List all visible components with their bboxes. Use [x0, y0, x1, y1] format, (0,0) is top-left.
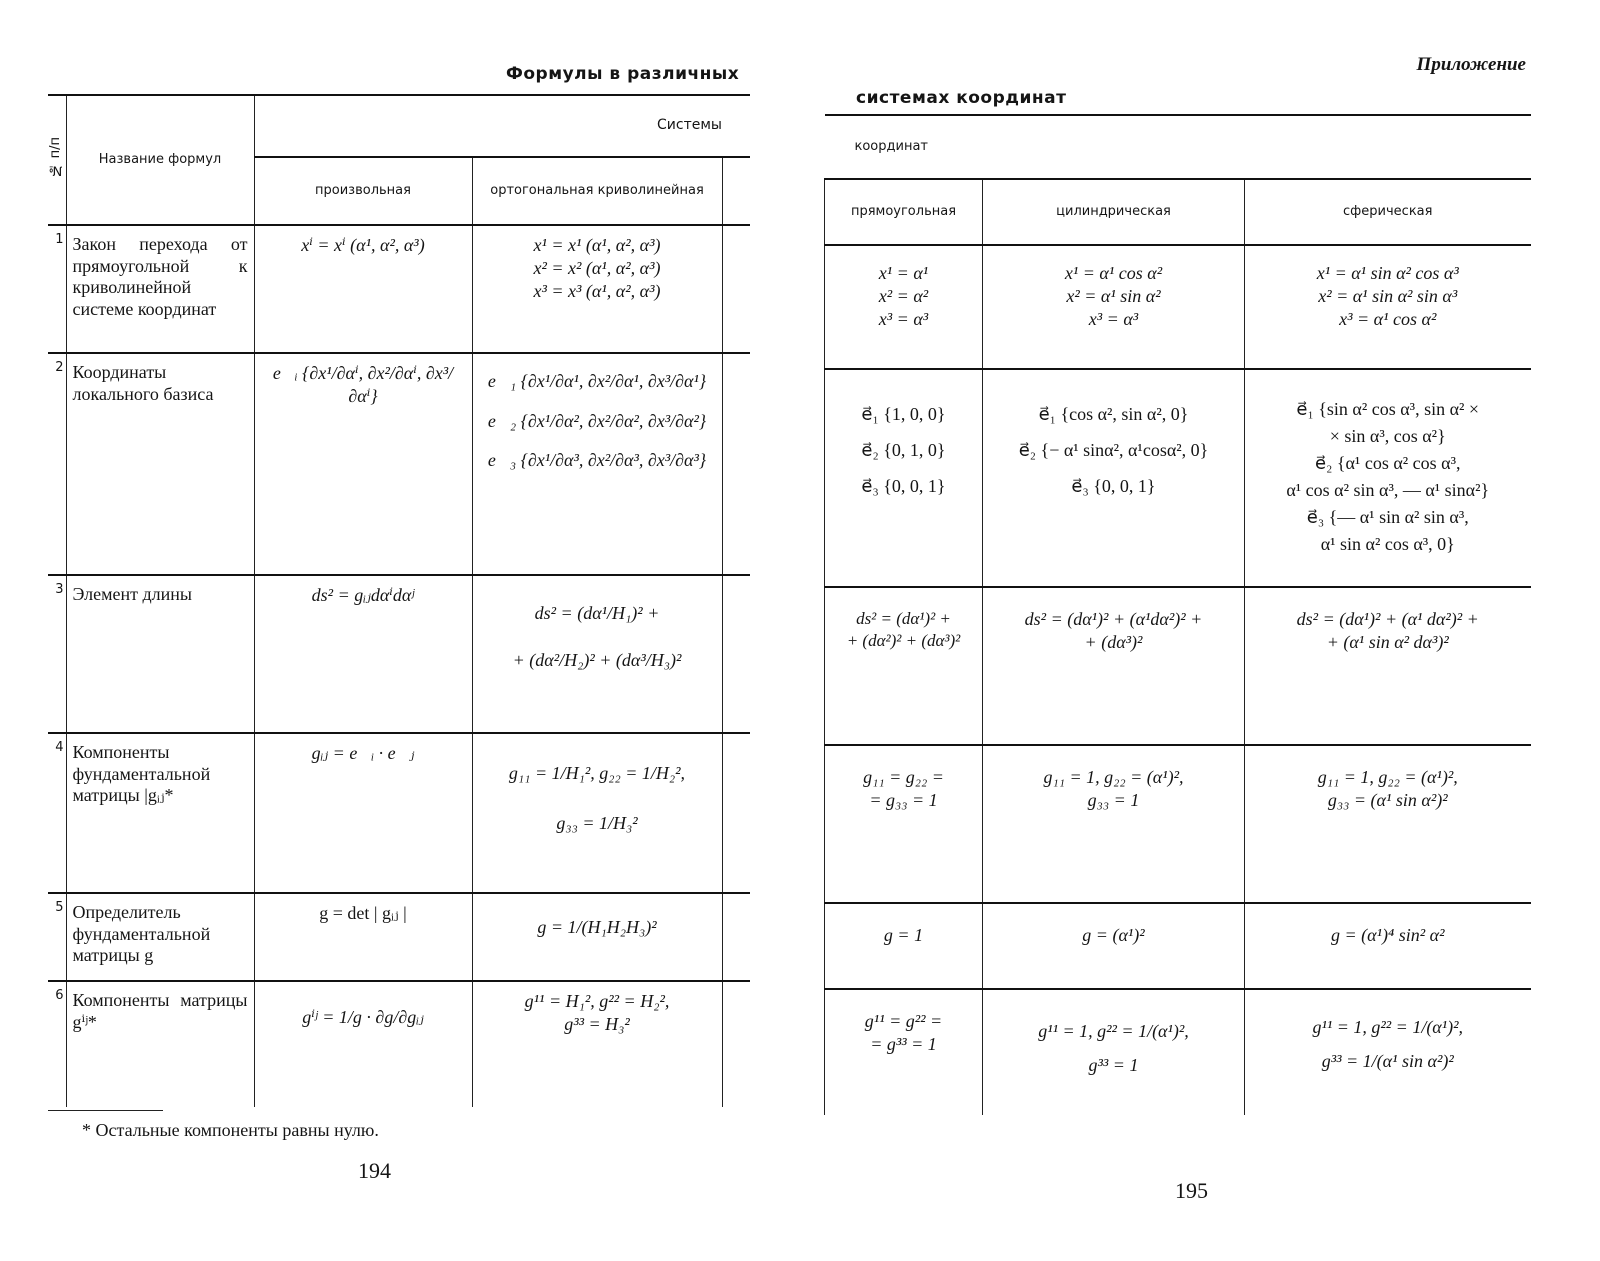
- col-cyl-header: цилиндрическая: [983, 179, 1245, 245]
- page-number-right: 195: [1175, 1178, 1208, 1203]
- left-formula-table: [48, 94, 750, 1107]
- right-page: [790, 0, 1600, 1261]
- table-row: [48, 733, 750, 893]
- row-name: Закон перехода от прямоугольной к криволинейной системе координат: [66, 225, 254, 353]
- page-number-left: 194: [358, 1158, 391, 1183]
- col-name-header: Название формул: [66, 95, 254, 225]
- table-row: [825, 245, 1531, 369]
- table-row: [48, 575, 750, 733]
- table-row: [48, 981, 750, 1107]
- row-number: 1: [48, 225, 66, 353]
- table-row: [48, 225, 750, 353]
- table-row: [48, 353, 750, 575]
- formula-cyl: x¹ = α¹ cos α² x² = α¹ sin α² x³ = α³: [983, 245, 1245, 369]
- table-row: [825, 989, 1531, 1115]
- right-header-title: системах координат: [856, 88, 1067, 108]
- formula-rect: g¹¹ = g²² = = g³³ = 1: [825, 989, 983, 1115]
- formula-sph: g¹¹ = 1, g²² = 1/(α¹)², g³³ = 1/(α¹ sin α²)²: [1245, 989, 1531, 1115]
- row-name: Элемент длины: [66, 575, 254, 733]
- formula-sph: g₁₁ = 1, g₂₂ = (α¹)², g₃₃ = (α¹ sin α²)²: [1245, 745, 1531, 903]
- row-name: Компоненты матрицы gⁱʲ*: [66, 981, 254, 1107]
- col-rect-header: прямоугольная: [825, 179, 983, 245]
- table-row: [825, 369, 1531, 587]
- formula-arbitrary: e⃗ᵢ {∂x¹/∂αⁱ, ∂x²/∂αⁱ, ∂x³/∂αⁱ}: [254, 353, 472, 575]
- formula-orthogonal: e⃗₁ {∂x¹/∂α¹, ∂x²/∂α¹, ∂x³/∂α¹} e⃗₂ {∂x¹/∂α², ∂x²/∂α², ∂x³/∂α²} e⃗₃ {∂x¹/∂α³, ∂x²/∂α³, ∂x³/∂α³}: [472, 353, 722, 575]
- formula-rect: g₁₁ = g₂₂ = = g₃₃ = 1: [825, 745, 983, 903]
- formula-arbitrary: gᵢⱼ = e⃗ᵢ · e⃗ⱼ: [254, 733, 472, 893]
- appendix-label: Приложение: [1416, 54, 1526, 75]
- formula-orthogonal: ds² = (dα¹/H₁)² + + (dα²/H₂)² + (dα³/H₃)²: [472, 575, 722, 733]
- formula-arbitrary: xⁱ = xⁱ (α¹, α², α³): [254, 225, 472, 353]
- left-page: [0, 0, 790, 1261]
- row-number: 5: [48, 893, 66, 981]
- formula-cyl: ds² = (dα¹)² + (α¹dα²)² + + (dα³)²: [983, 587, 1245, 745]
- formula-cyl: e⃗₁ {cos α², sin α², 0} e⃗₂ {− α¹ sinα², α¹cosα², 0} e⃗₃ {0, 0, 1}: [983, 369, 1245, 587]
- col-sph-header: сферическая: [1245, 179, 1531, 245]
- col-num-header: № п/п: [48, 95, 66, 225]
- right-formula-table: [824, 114, 1531, 1115]
- formula-sph: e⃗₁ {sin α² cos α³, sin α² × × sin α³, cos α²} e⃗₂ {α¹ cos α² cos α³, α¹ cos α² sin α³, — α¹ sinα²} e⃗₃ {— α¹ sin α² sin α³, α¹ sin α² cos α³, 0}: [1245, 369, 1531, 587]
- row-name: Компоненты фундаментальной матрицы |gᵢⱼ*: [66, 733, 254, 893]
- systems-header: Системы: [254, 95, 750, 157]
- formula-rect: x¹ = α¹ x² = α² x³ = α³: [825, 245, 983, 369]
- formula-orthogonal: g¹¹ = H₁², g²² = H₂², g³³ = H₃²: [472, 981, 722, 1107]
- formula-rect: g = 1: [825, 903, 983, 989]
- formula-arbitrary: ds² = gᵢⱼdαⁱdαʲ: [254, 575, 472, 733]
- formula-rect: ds² = (dα¹)² + + (dα²)² + (dα³)²: [825, 587, 983, 745]
- formula-orthogonal: g₁₁ = 1/H₁², g₂₂ = 1/H₂², g₃₃ = 1/H₃²: [472, 733, 722, 893]
- table-row: [825, 903, 1531, 989]
- formula-orthogonal: g = 1/(H₁H₂H₃)²: [472, 893, 722, 981]
- col-orthogonal-header: ортогональная криволинейная: [472, 157, 722, 225]
- formula-arbitrary: gⁱʲ = 1/g · ∂g/∂gᵢⱼ: [254, 981, 472, 1107]
- formula-sph: g = (α¹)⁴ sin² α²: [1245, 903, 1531, 989]
- left-header-title: Формулы в различных: [506, 64, 740, 84]
- footnote: * Остальные компоненты равны нулю.: [82, 1120, 379, 1140]
- row-name: Определитель фундаментальной матрицы g: [66, 893, 254, 981]
- formula-rect: e⃗₁ {1, 0, 0} e⃗₂ {0, 1, 0} e⃗₃ {0, 0, 1}: [825, 369, 983, 587]
- formula-sph: x¹ = α¹ sin α² cos α³ x² = α¹ sin α² sin α³ x³ = α¹ cos α²: [1245, 245, 1531, 369]
- table-row: [825, 587, 1531, 745]
- formula-arbitrary: g = det | gᵢⱼ |: [254, 893, 472, 981]
- row-number: 3: [48, 575, 66, 733]
- table-row: [825, 745, 1531, 903]
- row-name: Координаты локального базиса: [66, 353, 254, 575]
- row-number: 6: [48, 981, 66, 1107]
- coords-header: координат: [825, 115, 1531, 179]
- table-row: [48, 893, 750, 981]
- formula-cyl: g¹¹ = 1, g²² = 1/(α¹)², g³³ = 1: [983, 989, 1245, 1115]
- formula-orthogonal: x¹ = x¹ (α¹, α², α³) x² = x² (α¹, α², α³) x³ = x³ (α¹, α², α³): [472, 225, 722, 353]
- formula-cyl: g₁₁ = 1, g₂₂ = (α¹)², g₃₃ = 1: [983, 745, 1245, 903]
- footnote-rule: [48, 1110, 163, 1111]
- row-number: 2: [48, 353, 66, 575]
- col-arbitrary-header: произвольная: [254, 157, 472, 225]
- formula-sph: ds² = (dα¹)² + (α¹ dα²)² + + (α¹ sin α² dα³)²: [1245, 587, 1531, 745]
- row-number: 4: [48, 733, 66, 893]
- formula-cyl: g = (α¹)²: [983, 903, 1245, 989]
